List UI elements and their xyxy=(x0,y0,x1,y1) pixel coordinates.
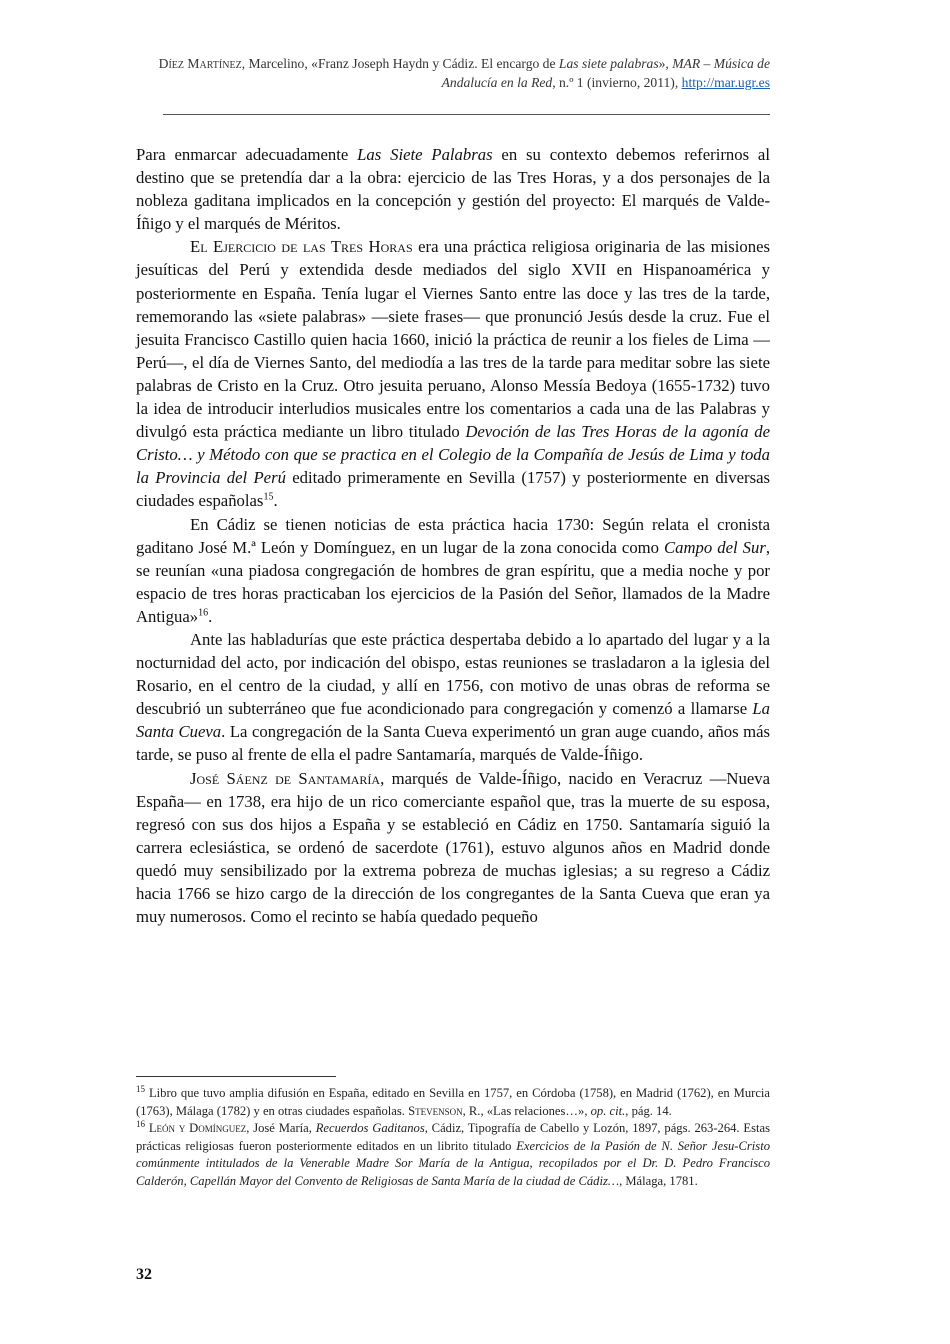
small-caps-name: Stevenson xyxy=(408,1103,463,1118)
italic-title: Devoción de las Tres Horas de la agonía de Cristo… y Método con que se practica en el Colegio de la Compañía de Jesús de Lima y toda la Provincia del Perú xyxy=(136,422,770,488)
paragraph-3 xyxy=(136,513,770,628)
text: En Cádiz se tienen noticias de esta práctica hacia 1730: Según relata el cronista gaditano José M.ª León y Domínguez, en un lugar de la zona conocida como xyxy=(136,514,770,557)
small-caps-name: José Sáenz de Santamaría xyxy=(190,768,381,788)
header-issue: , n.º 1 (invierno, 2011), xyxy=(552,75,682,90)
italic-place: Campo del Sur xyxy=(664,537,766,557)
footnotes xyxy=(136,1085,770,1191)
italic-title: Las Siete Palabras xyxy=(357,145,493,164)
italic-text: op. cit. xyxy=(590,1103,626,1118)
footnote-rule xyxy=(136,1076,336,1077)
footnote-15 xyxy=(136,1085,770,1120)
main-text xyxy=(136,143,770,928)
text: Libro que tuvo amplia difusión en España, editado en Sevilla en 1757, en Córdoba (1758), en Madrid (1762), en Murcia (1763), Málaga (1782) y en otras ciudades españolas. xyxy=(136,1086,770,1118)
footnote-ref-15[interactable]: 15 xyxy=(263,491,274,503)
page-number: 32 xyxy=(136,1266,152,1283)
header-after-title: », xyxy=(658,56,673,71)
header-work-title: Las siete palabras xyxy=(558,56,659,71)
header-journal: MAR – Música de Andalucía en la Red xyxy=(441,56,770,90)
text: . xyxy=(208,606,213,626)
text: , José María, xyxy=(246,1121,316,1136)
footnote-16 xyxy=(136,1120,770,1190)
text: , R., «Las relaciones…», xyxy=(462,1103,591,1118)
text: editado primeramente en Sevilla (1757) y posteriormente en diversas ciudades españolas xyxy=(136,468,770,511)
italic-title: Exercicios de la Pasión de N. Señor Jesu-Cristo comúnmente intitulados de la Venerable Madre Sor María de la Antigua, recopilados por el Dr. D. Pedro Francisco Calderón, Capellán Mayor del Convento de Religiosas de Santa María de la ciudad de Cádiz… xyxy=(136,1138,770,1188)
paragraph-4 xyxy=(136,628,770,767)
text: . La congregación de la Santa Cueva experimentó un gran auge cuando, años más tarde, se puso al frente de ella el padre Santamaría, marqués de Valde-Íñigo. xyxy=(136,722,770,765)
text: Para enmarcar adecuadamente xyxy=(136,145,358,164)
text: , Málaga, 1781. xyxy=(619,1173,698,1188)
century-numeral: XVII xyxy=(570,260,607,280)
text: era una práctica religiosa originaria de las misiones jesuíticas del Perú y extendida desde mediados del siglo xyxy=(136,237,771,280)
running-header xyxy=(140,54,770,92)
text: en su contexto debemos referirnos al destino que se pretendía dar a la obra: ejercicio de las Tres Horas, y a dos personajes de la nobleza gaditana implicados en la concepción y gestión del proyecto: El marqués de Valde-Íñigo y el marqués de Méritos. xyxy=(136,145,770,234)
small-caps-heading: El Ejercicio de las Tres Horas xyxy=(190,237,413,257)
text: Ante las habladurías que este práctica despertaba debido a lo apartado del lugar y a la nocturnidad del acto, por indicación del obispo, estas reuniones se trasladaron a la iglesia del Rosario, en el centro de la ciudad, y allí en 1756, con motivo de unas obras de reforma se descubrió un subterráneo que fue acondicionado para congregación y comenzó a llamarse xyxy=(136,629,770,719)
header-rule xyxy=(163,114,770,115)
footnote-number: 15 xyxy=(136,1083,145,1094)
paragraph-2 xyxy=(136,235,770,512)
header-url-link[interactable]: http://mar.ugr.es xyxy=(681,75,770,90)
paragraph-5 xyxy=(136,767,770,929)
italic-title: Recuerdos Gaditanos xyxy=(315,1121,425,1136)
text: en Hispanoamérica y posteriormente en España. Tenía lugar el Viernes Santo entre las doce y las tres de la tarde, rememorando las «siete palabras» —siete frases— que pronunció Jesús desde la cruz. Fue el jesuita Francisco Castillo quien hacia 1660, inició la práctica de reunir a los fieles de Lima —Perú—, el día de Viernes Santo, del mediodía a las tres de la tarde para meditar sobre las siete palabras de Cristo en la Cruz. Otro jesuita peruano, Alonso Messía Bedoya (1655-1732) tuvo la idea de introducir interludios musicales entre los comentarios a cada una de las Palabras y divulgó esta práctica mediante un libro titulado xyxy=(136,260,770,442)
header-author: Díez Martínez xyxy=(158,56,242,71)
text: , pág. 14. xyxy=(625,1103,672,1118)
footnote-number: 16 xyxy=(136,1119,145,1129)
header-author-rest: , Marcelino, «Franz Joseph Haydn y Cádiz. El encargo de xyxy=(241,56,559,71)
italic-place: La Santa Cueva xyxy=(136,699,770,742)
text: , se reunían «una piadosa congregación de hombres de gran espíritu, que a media noche y por espacio de tres horas practicaban los ejercicios de la Pasión del Señor, llamados de la Madre Antigua» xyxy=(136,537,770,626)
small-caps-name: León y Domínguez xyxy=(145,1121,247,1136)
paragraph-1 xyxy=(136,143,770,235)
text: , Cádiz, Tipografía de Cabello y Lozón, 1897, págs. 263-264. Estas prácticas religiosas fueron posteriormente editados en un librito titulado xyxy=(136,1121,770,1153)
footnote-ref-16[interactable]: 16 xyxy=(198,607,209,619)
text: , marqués de Valde-Íñigo, nacido en Veracruz —Nueva España— en 1738, era hijo de un rico comerciante español que, tras la muerte de su esposa, regresó con sus dos hijos a España y se estableció en Cádiz en 1750. Santamaría siguió la carrera eclesiástica, se ordenó de sacerdote (1761), estuvo algunos años en Madrid donde quedó muy sensibilizado por la extrema pobreza de muchas iglesias; a su regreso a Cádiz hacia 1766 se hizo cargo de la dirección de los congregantes de la Santa Cueva que eran ya muy numerosos. Como el recinto se había quedado pequeño xyxy=(136,768,770,927)
text: . xyxy=(273,491,278,511)
